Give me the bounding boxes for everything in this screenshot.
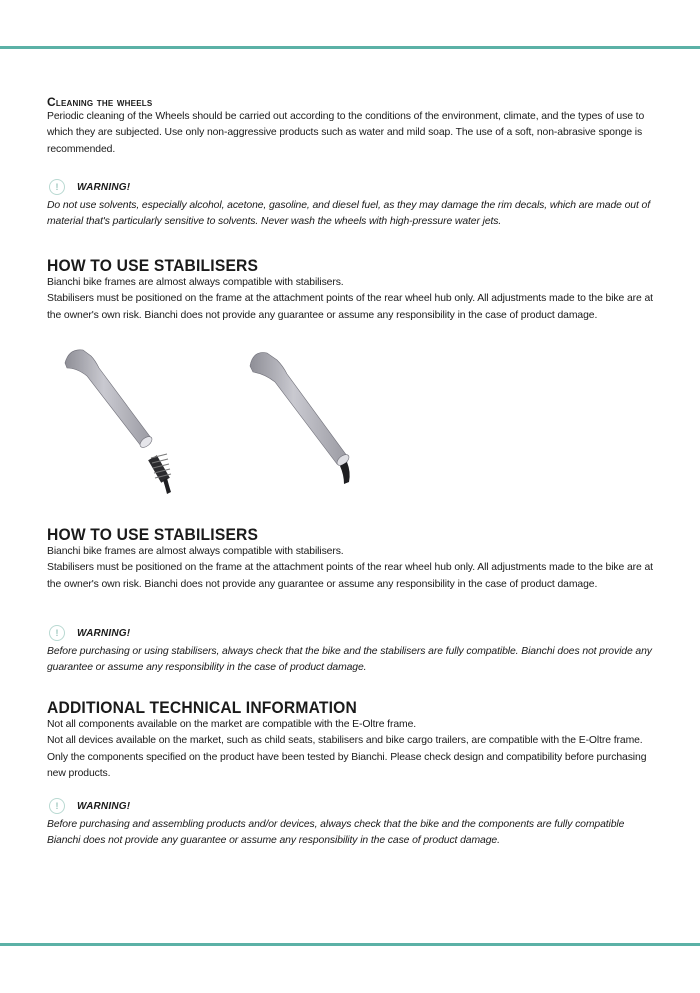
top-divider (0, 46, 700, 49)
warning-header (47, 624, 657, 642)
cleaning-section (47, 95, 657, 158)
additional-info-section (47, 698, 657, 783)
section-title: HOW TO USE STABILISERS (47, 256, 259, 275)
stabiliser-illustration (47, 338, 407, 508)
stabiliser-parts-drawing (47, 338, 407, 508)
warning-label: WARNING! (77, 800, 131, 812)
bottom-divider (0, 943, 700, 946)
additional-line-2: Not all devices available on the market, such as child seats, stabilisers and bike cargo trailers, are compatible with the E-Oltre frame. Only the components specified on the product have been tested by Bianchi. Please check design and compatibility before purchasing new products. (47, 735, 647, 780)
stabilisers-section-2 (47, 525, 657, 593)
warning-box-components (47, 797, 657, 850)
info-circle-icon: ! (49, 179, 65, 195)
warning-body: Do not use solvents, especially alcohol, acetone, gasoline, and diesel fuel, as they may damage the rim decals, which are made out of material that's particularly sensitive to solvents. Never wash the wheels with high-pressure water jets. (47, 200, 650, 228)
additional-line-1: Not all components available on the market are compatible with the E-Oltre frame. (47, 719, 417, 730)
warning-header (47, 797, 657, 815)
stabilisers-section-1 (47, 256, 657, 324)
info-circle-icon: ! (49, 625, 65, 641)
stabilisers-line-1: Bianchi bike frames are almost always compatible with stabilisers. (47, 546, 344, 557)
warning-label: WARNING! (77, 181, 131, 193)
warning-body: Before purchasing and assembling products and/or devices, always check that the bike and the components are fully compatible Bianchi does not provide any guarantee or assume any responsibility in the case of product damage. (47, 819, 625, 847)
stabiliser-arm-disassembled (65, 350, 171, 494)
stabilisers-line-2: Stabilisers must be positioned on the frame at the attachment points of the rear wheel hub only. All adjustments made to the bike are at the owner's own risk. Bianchi does not provide any guarantee or assume any responsibility in the case of product damage. (47, 293, 653, 321)
stabiliser-arm-assembled (250, 353, 351, 484)
warning-header (47, 178, 657, 196)
cleaning-title: Cleaning the wheels (47, 95, 153, 109)
section-title: ADDITIONAL TECHNICAL INFORMATION (47, 698, 357, 717)
warning-box-solvents (47, 178, 657, 231)
stabilisers-line-1: Bianchi bike frames are almost always compatible with stabilisers. (47, 277, 344, 288)
stabilisers-line-2: Stabilisers must be positioned on the frame at the attachment points of the rear wheel hub only. All adjustments made to the bike are at the owner's own risk. Bianchi does not provide any guarantee or assume any responsibility in the case of product damage. (47, 562, 653, 590)
section-title: HOW TO USE STABILISERS (47, 525, 259, 544)
warning-label: WARNING! (77, 627, 131, 639)
threaded-bolt (148, 454, 171, 494)
cleaning-body: Periodic cleaning of the Wheels should be carried out according to the conditions of the environment, climate, and the types of use to which they are subjected. Use only non-aggressive products such as water and mild soap. The use of a soft, non-abrasive sponge is recommended. (47, 111, 645, 155)
warning-body: Before purchasing or using stabilisers, always check that the bike and the stabilisers are fully compatible. Bianchi does not provide any guarantee or assume any responsibility in the case of product damage. (47, 646, 652, 674)
info-circle-icon: ! (49, 798, 65, 814)
warning-box-stabilisers (47, 624, 657, 677)
